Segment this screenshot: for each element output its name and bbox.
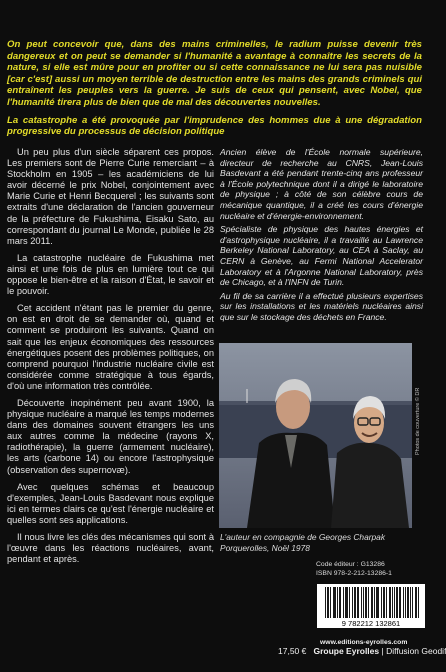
barcode-bar [392,587,393,618]
barcode-bar [415,587,416,618]
barcode-bar [346,587,347,618]
left-paragraph: Un peu plus d'un siècle séparent ces propos. Les premiers sont de Pierre Curie remerciant – à Stockholm en 1905 – les académiciens de lui avoir décerné le prix Nobel, conjointement avec Marie Curie et Henri Becquerel ; les suivants sont extraits d'une déclaration de l'ancien gouverneur de la préfecture de Fukushima, Eisaku Sato, au correspondant du journal Le Monde, publiée le 28 mars 2011. [7,147,214,246]
barcode-bar [376,587,377,618]
barcode-bar [412,587,413,618]
photo-credit: Photos de couverture © DR [415,387,421,455]
barcode-bar [397,587,398,618]
barcode-bar [365,587,366,618]
barcode-bar [352,587,353,618]
barcode-bar [325,587,326,618]
barcode-bar [327,587,328,618]
quote-sato: La catastrophe a été provoquée par l'imprudence des hommes due à une dégradation progressive du processus de décision politique [7,114,422,138]
barcode-bar [384,587,385,618]
publisher-name: Groupe Eyrolles [313,646,380,656]
bio-paragraph: Ancien élève de l'École normale supérieure, directeur de recherche au CNRS, Jean-Louis Basdevant a été pendant trente-cinq ans professeur à l'École polytechnique dont il a dirigé le laboratoire de physique ; à côté de son célèbre cours de mécanique quantique, il a créé les cours d'énergie nucléaire et d'énergie-environnement. [220,147,423,221]
barcode-bar [377,587,378,618]
photo-caption [220,532,385,553]
barcode-bar [345,587,346,618]
left-paragraph: Il nous livre les clés des mécanismes qui sont à l'œuvre dans les réactions nucléaires, avant, pendant et après. [7,532,214,565]
barcode-bar [407,587,408,618]
barcode-bar [372,587,373,618]
price: 17,50 € [278,646,307,656]
author-bio [220,147,423,326]
epigraph-quote [7,39,422,144]
barcode-bar [358,587,359,618]
barcode-bar [363,587,364,618]
barcode-bar [334,587,335,618]
barcode-bar [399,587,400,618]
barcode-bar [366,587,367,618]
separator: | [381,646,384,656]
barcode-bar [403,587,404,618]
barcode-bar [335,587,336,618]
price-line [278,646,446,656]
book-codes [316,560,392,578]
barcode-bar [355,587,356,618]
bio-paragraph: Au fil de sa carrière il a effectué plusieurs expertises sur les installations et les matériels nucléaires ainsi que sur le stockage des déchets en France. [220,290,423,322]
barcode-bar [383,587,384,618]
barcode-bar [328,587,329,618]
barcode-bar [390,587,391,618]
left-paragraph: Avec quelques schémas et beaucoup d'exemples, Jean-Louis Basdevant nous explique ici en termes clairs ce qu'est l'énergie nucléaire et quelles sont ses applications. [7,481,214,525]
barcode-bar [330,587,331,618]
barcode-bar [381,587,382,618]
barcode-bar [357,587,358,618]
quote-curie: On peut concevoir que, dans des mains criminelles, le radium puisse devenir très dangereux et on peut se demander si l'humanité a avantage à connaître les secrets de la nature, si elle est mûre pour en profiter ou si cette connaissance ne lui sera pas nuisible [car c'est] aussi un moyen terrible de destruction entre les mains des grands criminels qui entraînent les peuples vers la guerre. Je suis de ceux qui pensent, avec Nobel, que l'humanité tirera plus de bien que de mal des découvertes nouvelles. [7,39,422,108]
barcode-bar [374,587,375,618]
barcode-bar [400,587,401,618]
barcode-bar [333,587,334,618]
barcode-bar [337,587,338,618]
left-paragraph: La catastrophe nucléaire de Fukushima met ainsi et une fois de plus en lumière tout ce qui oppose le bien-être et la raison d'État, le savoir et le pouvoir. [7,252,214,297]
isbn: ISBN 978-2-212-13286-1 [316,570,392,577]
barcode-bar [396,587,397,618]
barcode-number: 9 782212 132861 [341,619,401,628]
isbn-barcode [317,584,425,628]
barcode-bar [354,587,355,618]
bio-paragraph: Spécialiste de physique des hautes énergies et d'astrophysique nucléaire, il a travaillé au Lawrence Berkeley National Laboratory, au CEA à Saclay, au CERN à Genève, au Fermi National Accelerator Laboratory et à l'Argonne National Laboratory, près de Chicago, et à l'INFN de Turin. [220,224,423,288]
barcode-bar [361,587,362,618]
editor-code: Code éditeur : G13286 [316,561,385,568]
barcode-bar [394,587,395,618]
left-column-text [7,147,214,571]
barcode-graphic [317,584,425,628]
barcode-bar [343,587,344,618]
barcode-bar [371,587,372,618]
author-photo [219,343,412,528]
photo-illustration [219,343,412,528]
barcode-bar [408,587,409,618]
barcode-bar [418,587,419,618]
barcode-bar [340,587,341,618]
left-paragraph: Cet accident n'étant pas le premier du genre, on est en droit de se demander où, quand et comment se produiront les suivants. Quand on sait que les enjeux économiques des ressources énergétiques posent des problèmes politiques, on comprend pourquoi l'industrie nucléaire civile est considérée comme stratégique à tous égards, d'où une information très contrôlée. [7,303,214,391]
barcode-bar [410,587,411,618]
barcode-bar [386,587,387,618]
barcode-bar [349,587,350,618]
caption-line: L'auteur en compagnie de Georges Charpak [220,532,386,542]
barcode-bar [368,587,369,618]
barcode-bar [405,587,406,618]
barcode-bar [339,587,340,618]
distribution: Diffusion Geodif [386,646,446,656]
barcode-bar [378,587,379,618]
barcode-bar [416,587,417,618]
barcode-bar [389,587,390,618]
left-paragraph: Découverte inopinément peu avant 1900, la physique nucléaire a marqué les temps modernes dans des domaines souvent étrangers les uns aux autres comme la médecine (rayons X, radiothérapie), la guerre (armement nucléaire), les arts (carbone 14) ou encore l'astrophysique (observation des supernovæ). [7,397,214,475]
caption-line: Porquerolles, Noël 1978 [220,542,310,553]
barcode-bar [347,587,348,618]
publisher-url: www.editions-eyrolles.com [320,639,408,646]
